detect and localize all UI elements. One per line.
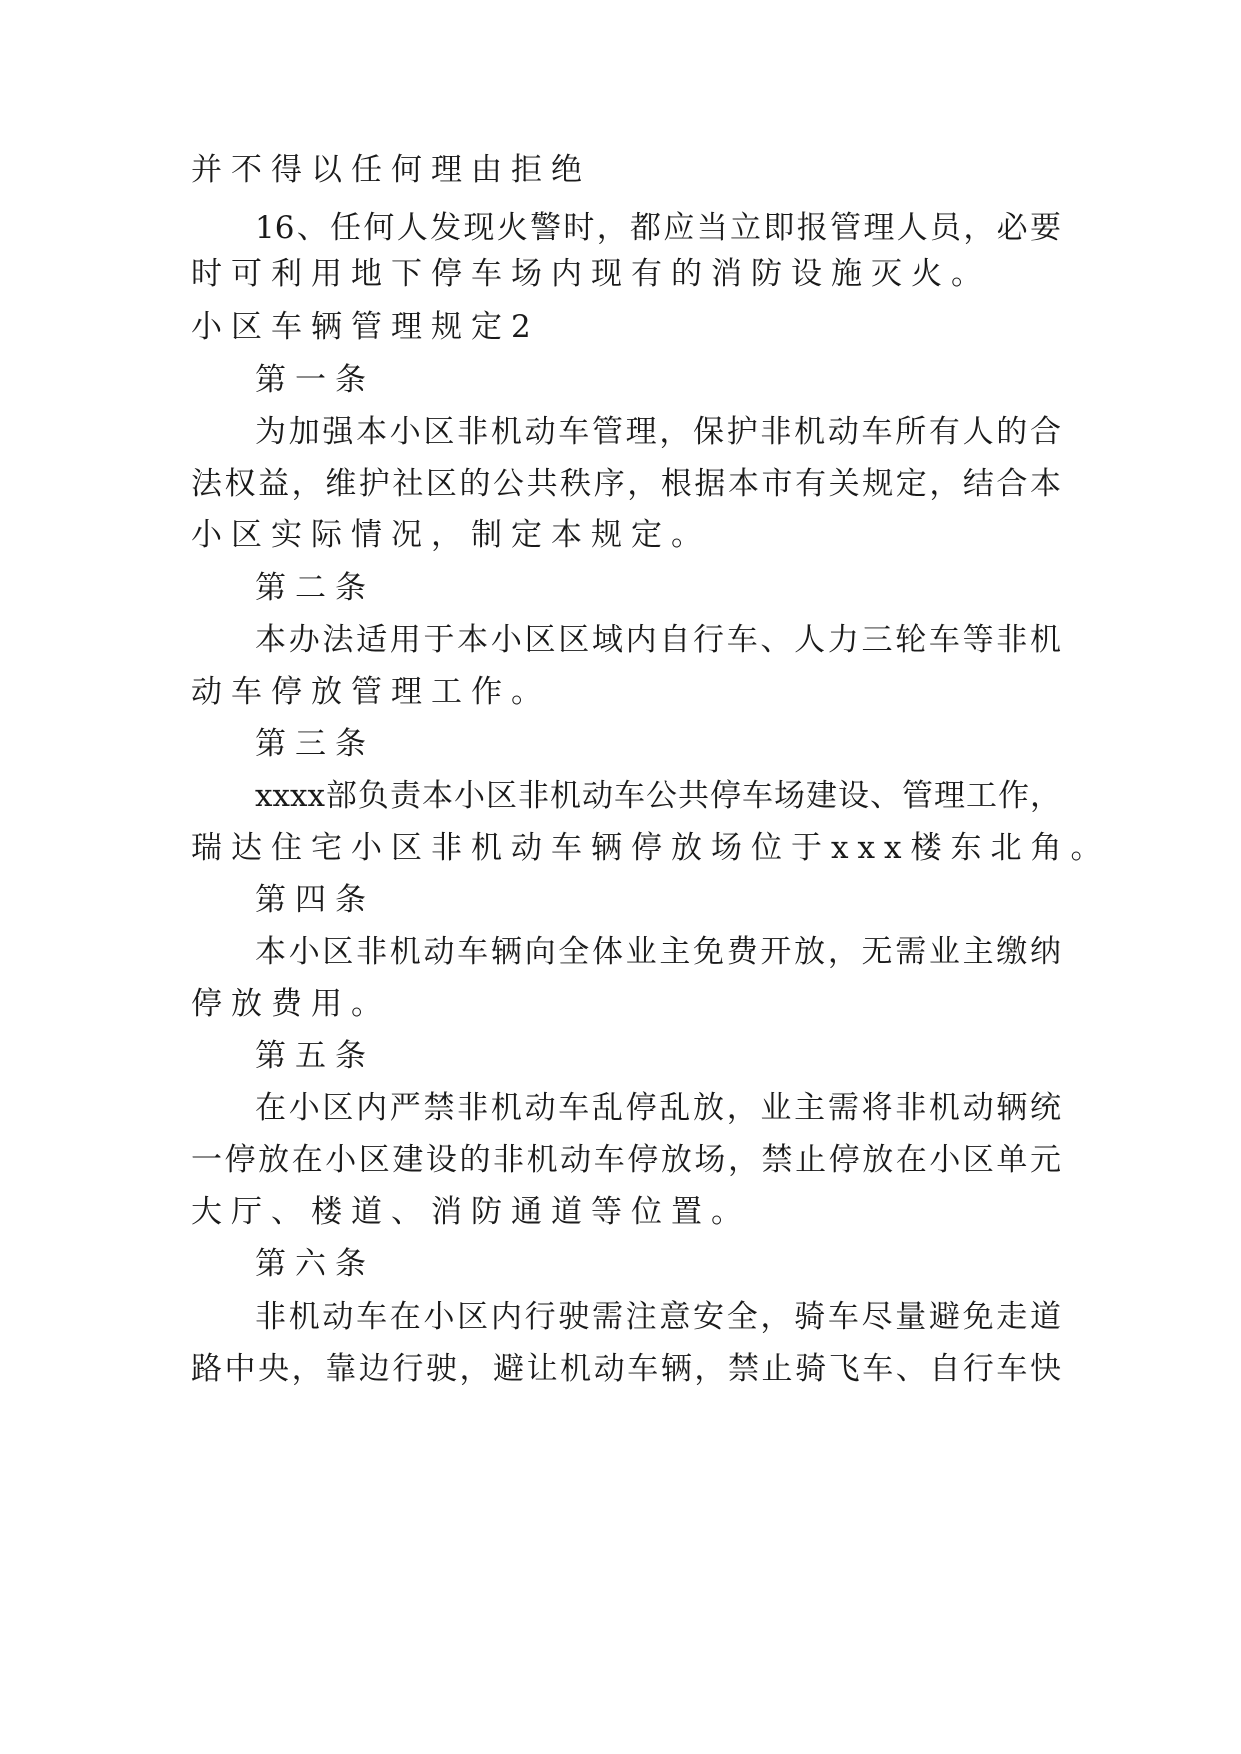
article-heading: 第二条	[255, 570, 375, 606]
text-line: xxxx部负责本小区非机动车公共停车场建设、管理工作，	[255, 778, 1061, 814]
article-heading: 第五条	[255, 1038, 375, 1074]
text-line: 大厅、楼道、消防通道等位置。	[191, 1194, 751, 1230]
text-line: 停放费用。	[191, 986, 391, 1022]
text-line: 16、任何人发现火警时，都应当立即报管理人员，必要	[255, 210, 1061, 246]
article-heading: 第四条	[255, 882, 375, 918]
text-line: 为加强本小区非机动车管理，保护非机动车所有人的合	[255, 414, 1061, 450]
text-line: 路中央，靠边行驶，避让机动车辆，禁止骑飞车、自行车快	[191, 1351, 1061, 1387]
text-line: 一停放在小区建设的非机动车停放场，禁止停放在小区单元	[191, 1142, 1061, 1178]
article-heading: 第三条	[255, 726, 375, 762]
text-line: 瑞达住宅小区非机动车辆停放场位于xxx楼东北角。	[191, 830, 1111, 866]
text-line: 本办法适用于本小区区域内自行车、人力三轮车等非机	[255, 622, 1061, 658]
text-line: 时可利用地下停车场内现有的消防设施灭火。	[191, 256, 991, 292]
article-heading: 第六条	[255, 1246, 375, 1282]
text-line: 本小区非机动车辆向全体业主免费开放，无需业主缴纳	[255, 934, 1061, 970]
text-line: 法权益，维护社区的公共秩序，根据本市有关规定，结合本	[191, 466, 1061, 502]
text-line: 小区实际情况，制定本规定。	[191, 517, 711, 553]
article-heading: 第一条	[255, 362, 375, 398]
section-title: 小区车辆管理规定2	[191, 309, 540, 345]
text-line: 在小区内严禁非机动车乱停乱放，业主需将非机动辆统	[255, 1090, 1061, 1126]
text-line: 并不得以任何理由拒绝	[191, 152, 591, 188]
text-line: 动车停放管理工作。	[191, 674, 551, 710]
text-line: 非机动车在小区内行驶需注意安全，骑车尽量避免走道	[255, 1299, 1061, 1335]
